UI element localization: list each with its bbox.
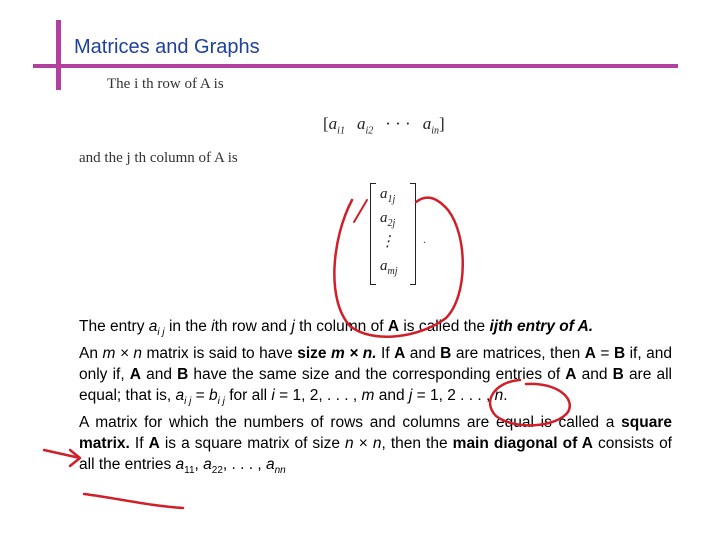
- row-vector-entry-n: a: [422, 114, 432, 133]
- row-vector-close-bracket: ]: [439, 114, 445, 133]
- title-accent-horizontal-bar: [33, 64, 678, 68]
- column-vector-vertical-dots: ⋮: [380, 234, 395, 250]
- square-matrix-definition: A matrix for which the numbers of rows and columns are equal is called a square matrix. If A is a square matrix of size n × n, then the main diagonal of A consists of all the entries $a_{11}$, $a_{22}$, . . . , $a_{nn}$: [79, 414, 672, 477]
- column-vector-entry-2: $a_{2j}$: [380, 210, 396, 229]
- row-label: The i th row of A is: [107, 76, 224, 92]
- column-vector-left-bracket: [370, 183, 376, 285]
- row-vector-entry-2-sub: i2: [365, 125, 374, 137]
- row-vector-entry-1-sub: i1: [337, 125, 345, 137]
- ink-underline: [84, 494, 183, 508]
- title-accent-vertical-bar: [56, 20, 61, 90]
- row-vector-entry-1: a: [328, 114, 338, 133]
- ink-arrow-icon: [44, 450, 80, 466]
- row-vector-entry-2: a: [356, 114, 366, 133]
- column-vector-trailing-dot: .: [423, 232, 426, 246]
- ink-column-tick: [354, 200, 367, 222]
- row-vector-open-bracket: [: [323, 114, 329, 133]
- row-vector: [323, 114, 445, 136]
- column-vector-entry-1: $a_{1j}$: [380, 186, 396, 205]
- column-vector: [370, 183, 416, 285]
- column-vector-entry-m: $a_{mj}$: [380, 258, 398, 277]
- size-and-equality-definition: An m × n matrix is said to have size m × n. If A and B are matrices, then A = B if, and only if, A and B have the same size and the corresponding entries of A and B are all equal; that is, $a_{i j} = b_{i j}$ for all i = 1, 2, . . . , m and j = 1, 2 . . . , n.: [79, 345, 673, 408]
- row-vector-dots: · · ·: [385, 114, 411, 133]
- column-label: and the j th column of A is: [79, 150, 238, 166]
- slide-title: Matrices and Graphs: [74, 36, 260, 58]
- row-vector-entry-n-sub: in: [431, 125, 439, 137]
- definition-text: [79, 316, 672, 481]
- entry-definition: The entry $a_{i j}$ in the ith row and j th column of A is called the ijth entry of A.: [79, 318, 594, 339]
- column-vector-right-bracket: [410, 183, 416, 285]
